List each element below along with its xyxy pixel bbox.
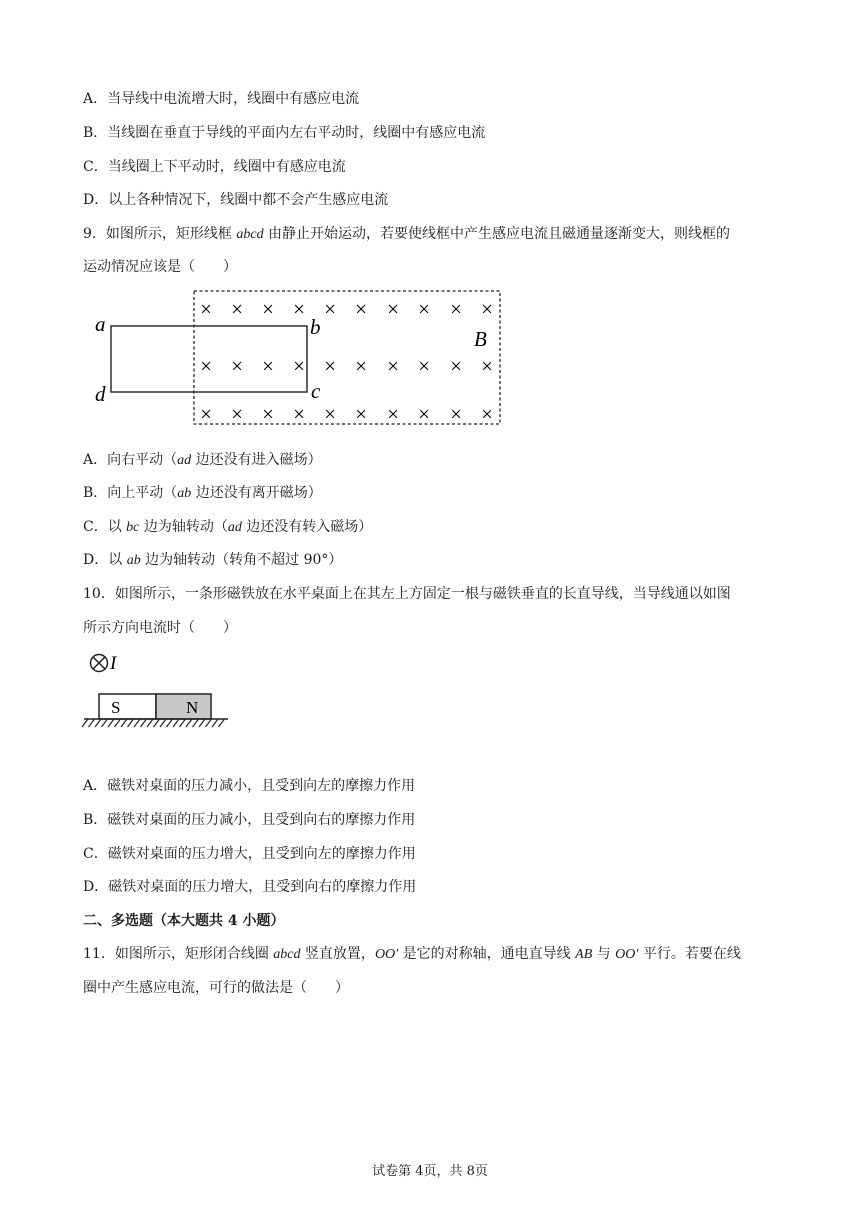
q11-stem-line2: 圈中产生感应电流，可行的做法是（ ） (83, 980, 349, 996)
field-cross-mark: × (231, 297, 243, 321)
field-cross-mark: × (324, 354, 336, 378)
field-cross-mark: × (231, 354, 243, 378)
field-cross-mark: × (418, 297, 430, 321)
table-hatch-line (193, 719, 199, 727)
current-into-page-icon (91, 655, 108, 672)
table-hatch-line (180, 719, 186, 727)
q8-option-b: B．当线圈在垂直于导线的平面内左右平动时，线圈中有感应电流 (83, 125, 486, 141)
q9-stem-line1: 9．如图所示，矩形线框 abcd 由静止开始运动，若要使线框中产生感应电流且磁通量逐渐变大，则线框的 (83, 226, 731, 242)
q8-option-a: A．当导线中电流增大时，线圈中有感应电流 (83, 91, 360, 107)
table-hatch-line (219, 719, 225, 727)
q10-option-d: D．磁铁对桌面的压力增大，且受到向右的摩擦力作用 (83, 879, 417, 895)
current-label: I (110, 653, 117, 674)
label-field-b: B (474, 327, 487, 351)
table-hatch-line (206, 719, 212, 727)
section-heading-multiple-choice: 二、多选题（本大题共 4 小题） (83, 913, 285, 929)
field-cross-mark: × (355, 354, 367, 378)
label-d: d (95, 382, 106, 406)
page-footer: 试卷第 4页，共 8页 (372, 1164, 488, 1179)
table-hatch-line (167, 719, 173, 727)
table-hatch-line (173, 719, 179, 727)
field-cross-mark: × (418, 402, 430, 426)
n-pole-label: N (186, 698, 199, 717)
q10-figure (80, 648, 240, 734)
field-cross-mark: × (262, 402, 274, 426)
field-cross-mark: × (450, 402, 462, 426)
table-hatch-line (128, 719, 134, 727)
table-hatch-line (199, 719, 205, 727)
q9-option-c: C．以 bc 边为轴转动（ad 边还没有转入磁场） (83, 519, 373, 535)
table-hatch-line (212, 719, 218, 727)
field-cross-mark: × (450, 297, 462, 321)
field-cross-mark: × (387, 354, 399, 378)
table-hatch-line (141, 719, 147, 727)
field-cross-mark: × (355, 297, 367, 321)
label-c: c (311, 379, 321, 403)
field-cross-mark: × (324, 297, 336, 321)
table-hatch-line (160, 719, 166, 727)
table-hatch-line (134, 719, 140, 727)
field-cross-mark: × (324, 402, 336, 426)
table-hatch-line (186, 719, 192, 727)
q8-option-c: C．当线圈上下平动时，线圈中有感应电流 (83, 159, 346, 175)
q9-option-a: A．向右平动（ad 边还没有进入磁场） (83, 452, 322, 468)
table-hatch-line (147, 719, 153, 727)
field-cross-mark: × (355, 402, 367, 426)
field-cross-mark: × (293, 297, 305, 321)
table-hatch-line (154, 719, 160, 727)
field-cross-mark: × (262, 354, 274, 378)
q8-option-d: D．以上各种情况下，线圈中都不会产生感应电流 (83, 192, 389, 208)
table-hatch-line (102, 719, 108, 727)
field-cross-mark: × (481, 297, 493, 321)
q9-figure (0, 0, 860, 440)
table-hatch-line (108, 719, 114, 727)
q10-stem-line1: 10．如图所示，一条形磁铁放在水平桌面上在其左上方固定一根与磁铁垂直的长直导线，当导线通以如图 (83, 586, 731, 602)
field-cross-mark: × (293, 354, 305, 378)
magnet-s-pole (99, 694, 156, 719)
table-hatching (82, 719, 225, 727)
magnet-n-pole (156, 694, 211, 719)
q10-stem-line2: 所示方向电流时（ ） (83, 620, 237, 636)
q9-option-d: D．以 ab 边为轴转动（转角不超过 90°） (83, 552, 343, 568)
field-cross-mark: × (200, 297, 212, 321)
label-b: b (310, 315, 321, 339)
field-cross-mark: × (418, 354, 430, 378)
field-cross-mark: × (450, 354, 462, 378)
field-cross-mark: × (387, 297, 399, 321)
q10-option-b: B．磁铁对桌面的压力减小，且受到向右的摩擦力作用 (83, 812, 416, 828)
table-hatch-line (95, 719, 101, 727)
field-cross-mark: × (481, 354, 493, 378)
field-cross-mark: × (481, 402, 493, 426)
field-cross-marks (200, 297, 493, 426)
q11-stem-line1: 11．如图所示，矩形闭合线圈 abcd 竖直放置，OO′ 是它的对称轴，通电直导线 AB 与 OO′ 平行。若要在线 (83, 946, 741, 962)
table-hatch-line (89, 719, 95, 727)
field-cross-mark: × (200, 354, 212, 378)
label-a: a (95, 312, 106, 336)
q10-option-a: A．磁铁对桌面的压力减小，且受到向左的摩擦力作用 (83, 778, 416, 794)
field-cross-mark: × (262, 297, 274, 321)
q9-option-b: B．向上平动（ab 边还没有离开磁场） (83, 485, 322, 501)
table-hatch-line (115, 719, 121, 727)
q10-option-c: C．磁铁对桌面的压力增大，且受到向左的摩擦力作用 (83, 846, 416, 862)
table-hatch-line (121, 719, 127, 727)
s-pole-label: S (111, 698, 121, 717)
field-cross-mark: × (231, 402, 243, 426)
field-cross-mark: × (387, 402, 399, 426)
field-cross-mark: × (293, 402, 305, 426)
field-cross-mark: × (200, 402, 212, 426)
table-hatch-line (82, 719, 88, 727)
q9-stem-line2: 运动情况应该是（ ） (83, 259, 237, 275)
